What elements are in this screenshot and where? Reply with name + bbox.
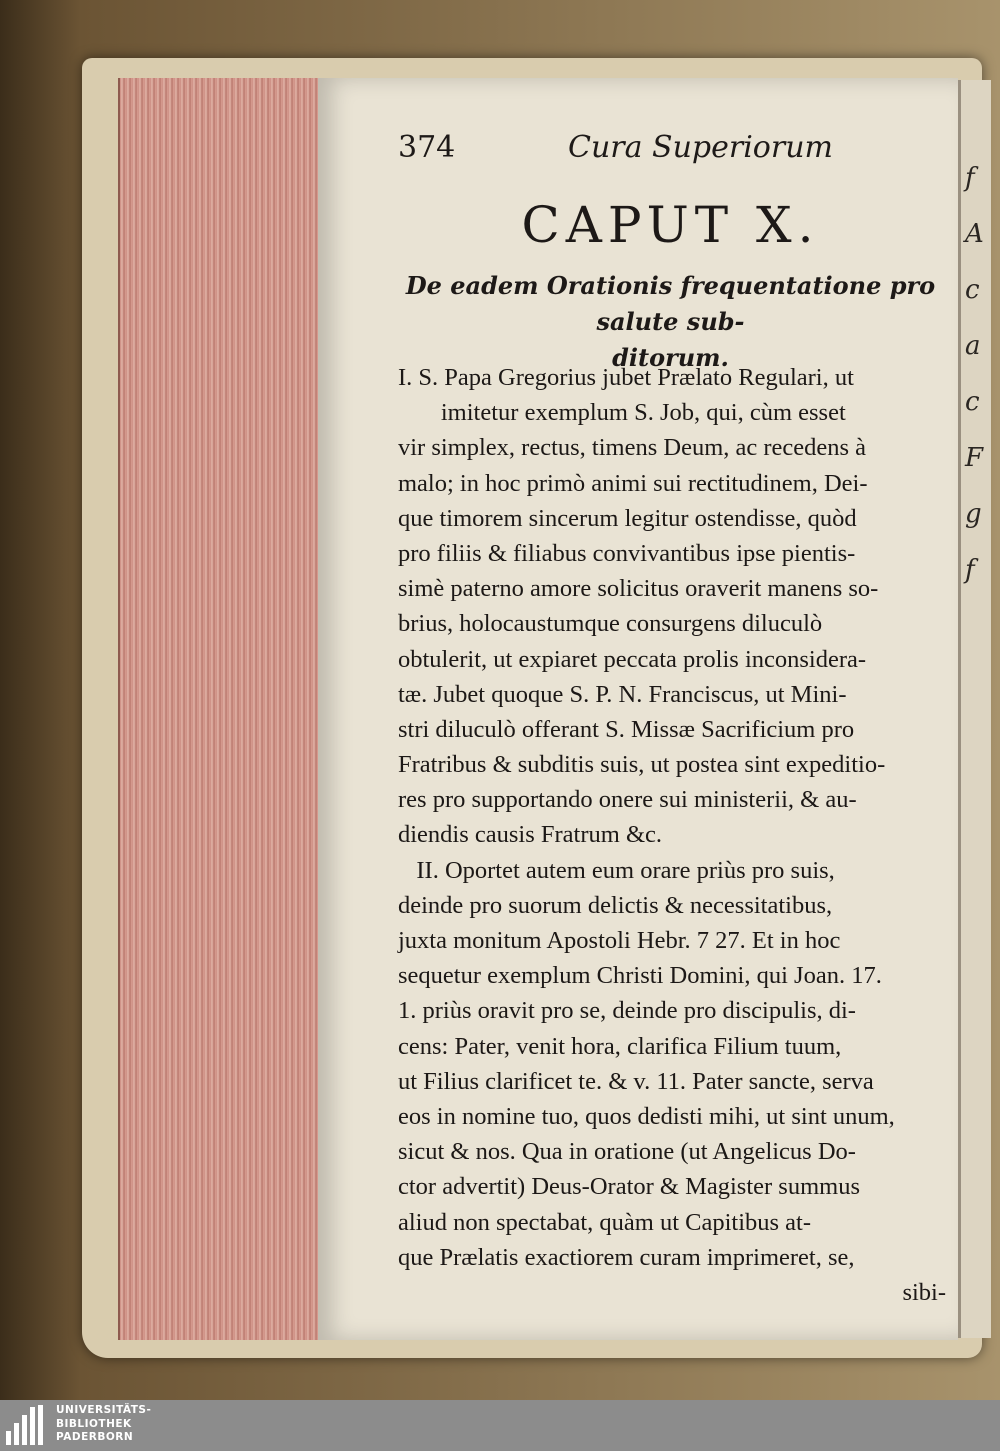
text-line: diendis causis Fratrum &c.: [398, 821, 663, 849]
facing-page-edge: [958, 80, 991, 1338]
text-line: eos in nomine tuo, quos dedisti mihi, ut sint unum,: [398, 1102, 895, 1130]
chapter-subtitle-line: ditorum.: [612, 343, 729, 372]
text-line: ut Filius clarificet te. & v. 11. Pater sancte, serva: [398, 1067, 874, 1095]
library-footer: [0, 1400, 1000, 1451]
text-line: sequetur exemplum Christi Domini, qui Joan. 17.: [398, 962, 882, 990]
text-line: obtulerit, ut expiaret peccata prolis inconsidera-: [398, 645, 867, 673]
text-line: vir simplex, rectus, timens Deum, ac recedens à: [398, 434, 867, 462]
text-line: cens: Pater, venit hora, clarifica Filium tuum,: [398, 1032, 842, 1060]
text-line: Fratribus & subditis suis, ut postea sint expeditio-: [398, 751, 886, 779]
facing-page-letter: c: [965, 275, 980, 305]
text-line: que Prælatis exactiorem curam imprimeret, se,: [398, 1243, 855, 1271]
facing-page-letter: F: [965, 443, 984, 473]
running-title: Cura Superiorum: [568, 130, 833, 165]
facing-page-letter: a: [965, 331, 981, 361]
text-line: I. S. Papa Gregorius jubet Prælato Regulari, ut: [398, 364, 854, 391]
text-line: malo; in hoc primò animi sui rectitudinem, Dei-: [398, 469, 868, 497]
text-line: sicut & nos. Qua in oratione (ut Angelicus Do-: [398, 1138, 856, 1166]
text-line: 1. priùs oravit pro se, deinde pro discipulis, di-: [398, 997, 856, 1025]
facing-page-letter: f: [965, 555, 975, 585]
text-line: sibi-: [902, 1278, 946, 1306]
text-line: stri diluculò offerant S. Missæ Sacrificium pro: [398, 715, 855, 743]
library-name: [56, 1404, 151, 1445]
text-line: deinde pro suorum delictis & necessitatibus,: [398, 891, 833, 919]
facing-page-letter: A: [965, 219, 984, 249]
library-name-line: BIBLIOTHEK: [56, 1417, 132, 1430]
text-line: juxta monitum Apostoli Hebr. 7 27. Et in hoc: [398, 927, 841, 954]
body-text: [398, 360, 946, 1310]
library-logo-icon: [6, 1405, 46, 1445]
chapter-subtitle-line: De eadem Orationis frequentatione pro salute sub-: [405, 271, 936, 336]
text-line: simè paterno amore solicitus oraverit manens so-: [398, 575, 879, 603]
chapter-heading: CAPUT X.: [521, 196, 820, 254]
text-line: pro filiis & filiabus convivantibus ipse pientis-: [398, 539, 856, 567]
facing-page-letter: f: [965, 163, 975, 193]
text-line: II. Oportet autem eum orare priùs pro suis,: [398, 856, 835, 884]
page-number: 374: [398, 130, 456, 165]
library-name-line: PADERBORN: [56, 1431, 134, 1443]
text-line: imitetur exemplum S. Job, qui, cùm esset: [398, 399, 846, 427]
text-line: brius, holocaustumque consurgens diluculò: [398, 610, 823, 638]
facing-page-letter: g: [965, 499, 982, 529]
page-block-edge: [118, 78, 322, 1340]
library-name-line: UNIVERSITÄTS-: [56, 1404, 152, 1416]
text-line: res pro supportando onere sui ministerii, & au-: [398, 786, 857, 814]
text-line: ctor advertit) Deus-Orator & Magister summus: [398, 1173, 860, 1201]
text-line: tæ. Jubet quoque S. P. N. Franciscus, ut Mini-: [398, 680, 847, 708]
text-line: aliud non spectabat, quàm ut Capitibus at-: [398, 1208, 812, 1236]
text-line: que timorem sincerum legitur ostendisse, quòd: [398, 504, 857, 532]
facing-page-letter: c: [965, 387, 980, 417]
